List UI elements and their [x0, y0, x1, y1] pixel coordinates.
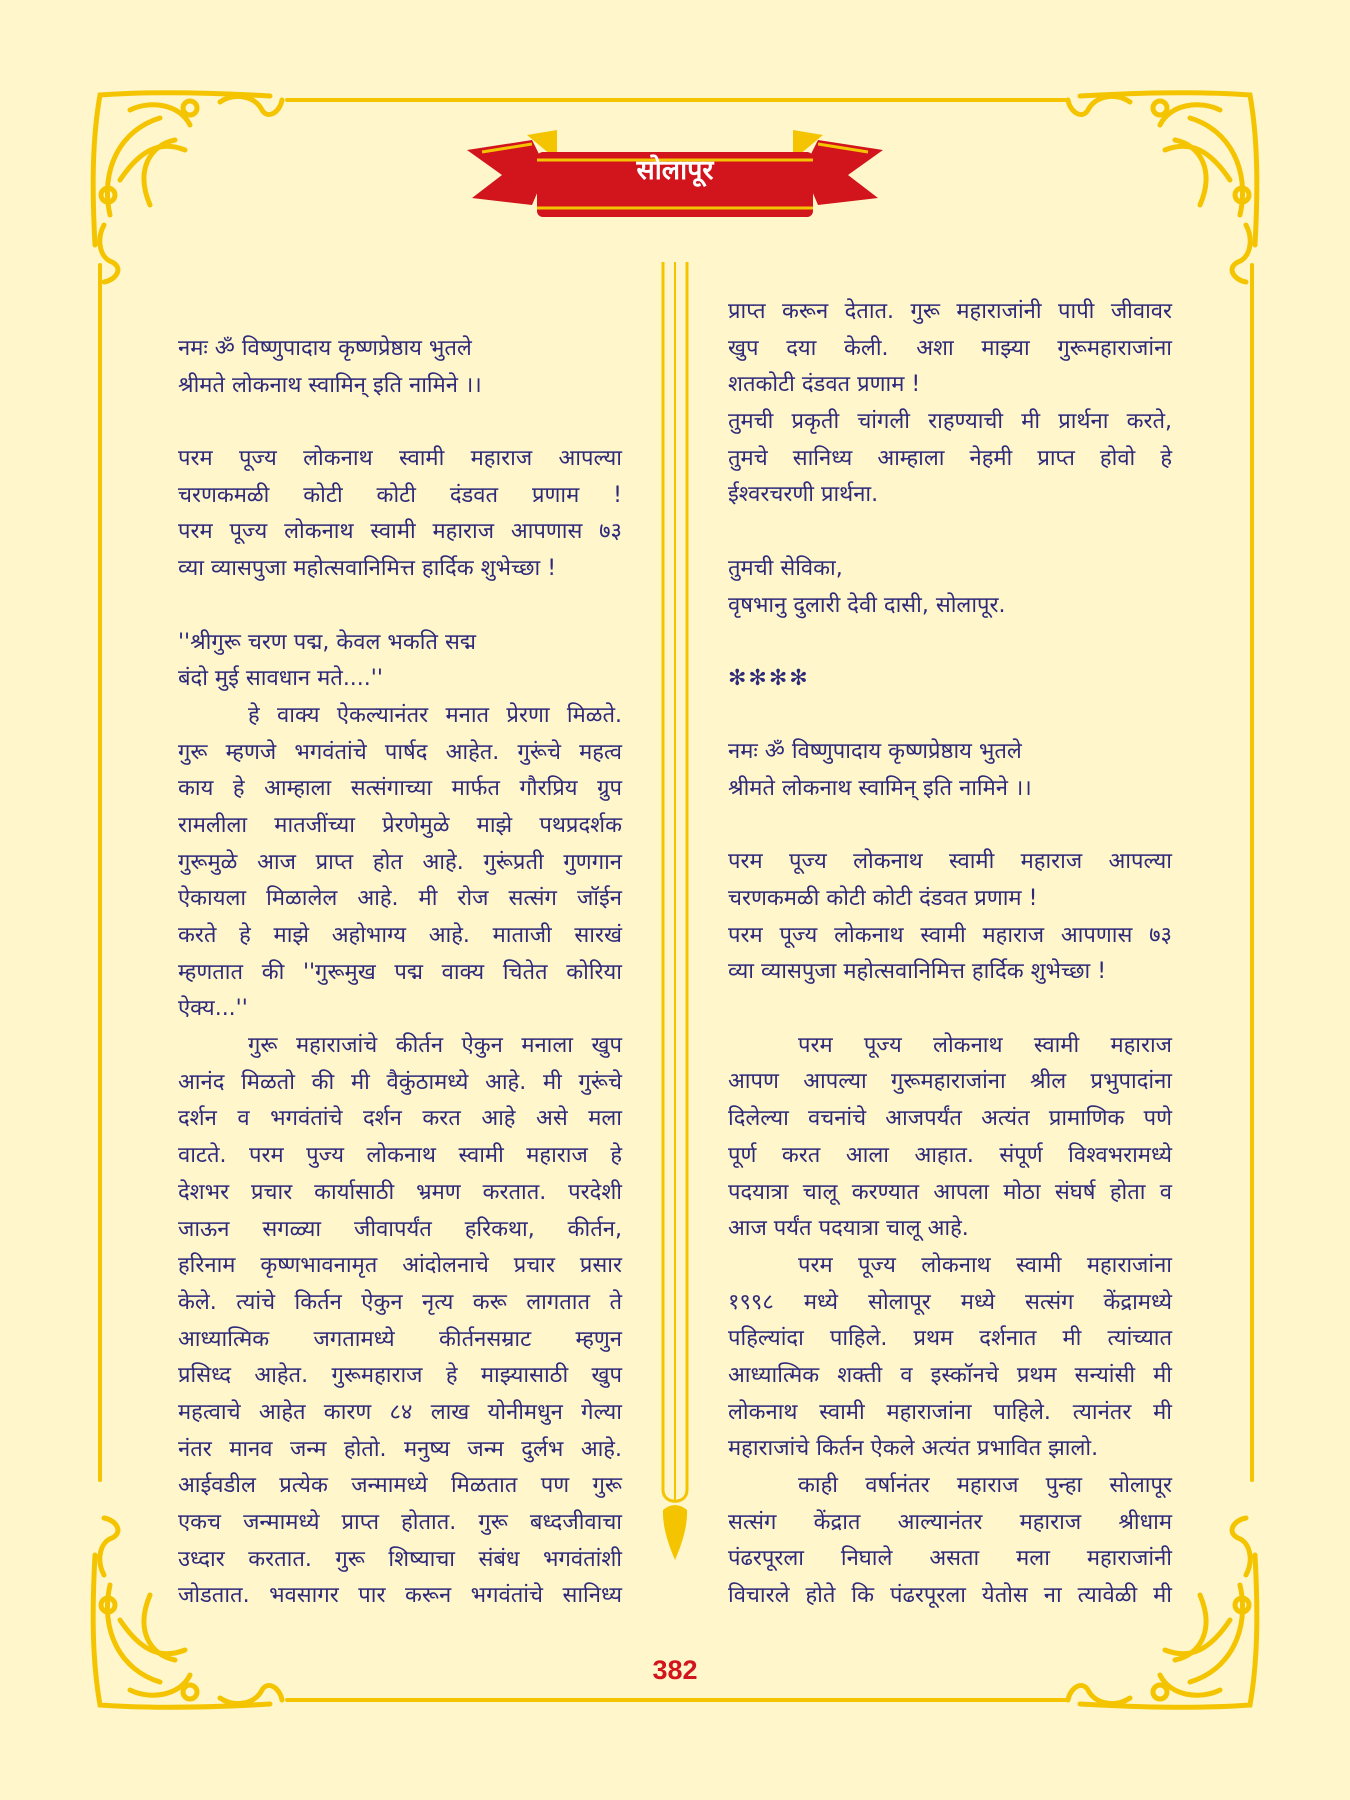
text-line: आपण आपल्या गुरूमहाराजांना श्रील प्रभुपादांना [728, 1069, 1172, 1095]
text-line: जोडतात. भवसागर पार करून भगवंतांचे सानिध्य [178, 1583, 622, 1609]
text-line: महत्वाचे आहेत कारण ८४ लाख योनीमधुन गेल्या [178, 1399, 622, 1425]
text-line: नमः ॐ विष्णुपादाय कृष्णप्रेष्ठाय भुतले [178, 336, 472, 361]
text-line: ऐकायला मिळालेल आहे. मी रोज सत्संग जॉईन [178, 886, 622, 912]
text-line: तुमचे सानिध्य आम्हाला नेहमी प्राप्त होवो हे [728, 445, 1172, 471]
text-line: देशभर प्रचार कार्यासाठी भ्रमण करतात. परदेशी [178, 1179, 622, 1205]
text-line: व्या व्यासपुजा महोत्सवानिमित्त हार्दिक शुभेच्छा ! [728, 959, 1107, 985]
text-line: करते हे माझे अहोभाग्य आहे. माताजी सारखं [178, 923, 622, 948]
divider-drop-ornament [663, 1505, 687, 1560]
text-line: तुमची सेविका, [728, 555, 843, 581]
text-line: दर्शन व भगवंतांचे दर्शन करत आहे असे मला [178, 1106, 622, 1132]
corner-ornament [93, 93, 282, 282]
paragraph [178, 1028, 622, 1615]
text-line: ''श्रीगुरू चरण पद्म, केवल भकति सद्म [178, 629, 476, 655]
text-line: परम पूज्य लोकनाथ स्वामी महाराज आपल्या [728, 849, 1172, 875]
paragraph-gap [728, 991, 1172, 1028]
text-line: आईवडील प्रत्येक जन्मामध्ये मिळतात पण गुरू [178, 1473, 622, 1499]
paragraph-gap [178, 588, 622, 625]
text-line: दिलेल्या वचनांचे आजपर्यंत अत्यंत प्रामाणिक पणे [728, 1106, 1172, 1132]
text-line: जाऊन सगळ्या जीवापर्यंत हरिकथा, कीर्तन, [178, 1216, 622, 1242]
paragraph [178, 625, 622, 698]
text-line: परम पूज्य लोकनाथ स्वामी महाराज आपणास ७३ [178, 519, 622, 545]
paragraph [728, 844, 1172, 991]
text-line: ऐक्य...'' [178, 996, 248, 1022]
paragraph-gap [728, 514, 1172, 551]
text-line: महाराजांचे किर्तन ऐकले अत्यंत प्रभावित झालो. [728, 1436, 1099, 1462]
text-line: शतकोटी दंडवत प्रणाम ! [728, 372, 921, 398]
text-line: श्रीमते लोकनाथ स्वामिन् इति नामिने ।। [178, 372, 482, 398]
text-line: आध्यात्मिक जगतामध्ये कीर्तनसम्राट म्हणुन [178, 1326, 622, 1352]
right-column [728, 294, 1172, 1615]
text-line: व्या व्यासपुजा महोत्सवानिमित्त हार्दिक शुभेच्छा ! [178, 556, 557, 582]
text-line: नमः ॐ विष्णुपादाय कृष्णप्रेष्ठाय भुतले [728, 739, 1022, 765]
paragraph [728, 294, 1172, 514]
text-line: गुरूमुळे आज प्राप्त होत आहे. गुरूंप्रती गुणगान [178, 849, 622, 875]
text-line: परम पूज्य लोकनाथ स्वामी महाराजांना [798, 1252, 1172, 1278]
text-line: एकच जन्मामध्ये प्राप्त होतात. गुरू बध्दजीवाचा [178, 1510, 622, 1535]
text-line: गुरू म्हणजे भगवंतांचे पार्षद आहेत. गुरूंचे महत्व [178, 739, 622, 765]
text-line: रामलीला मातजींच्या प्रेरणेमुळे माझे पथप्रदर्शक [178, 812, 622, 838]
text-line: केले. त्यांचे किर्तन ऐकुन नृत्य करू लागतात ते [178, 1289, 622, 1315]
column-divider [663, 262, 687, 1501]
text-line: लोकनाथ स्वामी महाराजांना पाहिले. त्यानंतर मी [728, 1399, 1172, 1425]
text-line: ✻✻✻✻ [728, 665, 810, 691]
text-line: श्रीमते लोकनाथ स्वामिन् इति नामिने ।। [728, 775, 1032, 801]
text-line: गुरू महाराजांचे कीर्तन ऐकुन मनाला खुप [248, 1033, 622, 1059]
text-line: बंदो मुई सावधान मते....'' [178, 666, 383, 692]
text-line: वाटते. परम पुज्य लोकनाथ स्वामी महाराज हे [178, 1143, 622, 1169]
paragraph-gap [178, 404, 622, 441]
text-line: हे वाक्य ऐकल्यानंतर मनात प्रेरणा मिळते. [248, 702, 622, 728]
text-line: पदयात्रा चालू करण्यात आपला मोठा संघर्ष होता व [728, 1179, 1172, 1205]
text-line: उध्दार करतात. गुरू शिष्याचा संबंध भगवंतांशी [178, 1546, 622, 1572]
paragraph [178, 441, 622, 588]
text-line: चरणकमळी कोटी कोटी दंडवत प्रणाम ! [178, 482, 622, 508]
text-line: प्रसिध्द आहेत. गुरूमहाराज हे माझ्यासाठी खुप [178, 1363, 622, 1389]
text-line: पूर्ण करत आला आहात. संपूर्ण विश्वभरामध्ये [728, 1142, 1172, 1168]
text-line: परम पूज्य लोकनाथ स्वामी महाराज आपणास ७३ [728, 922, 1172, 948]
text-line: पंढरपूरला निघाले असता मला महाराजांनी [728, 1546, 1172, 1572]
paragraph-gap [728, 624, 1172, 661]
text-line: १९९८ मध्ये सोलापूर मध्ये सत्संग केंद्रामध्ये [728, 1289, 1172, 1315]
text-line: काय हे आम्हाला सत्संगाच्या मार्फत गौरप्रिय ग्रुप [178, 776, 622, 802]
text-line: विचारले होते कि पंढरपूरला येतोस ना त्यावेळी मी [728, 1583, 1172, 1609]
text-line: सत्संग केंद्रात आल्यानंतर महाराज श्रीधाम [728, 1509, 1172, 1535]
text-line: नंतर मानव जन्म होतो. मनुष्य जन्म दुर्लभ आहे. [178, 1436, 622, 1462]
paragraph-gap [728, 808, 1172, 845]
text-line: खुप दया केली. अशा माझ्या गुरूमहाराजांना [728, 335, 1172, 361]
text-line: हरिनाम कृष्णभावनामृत आंदोलनाचे प्रचार प्रसार [178, 1253, 622, 1279]
paragraph [728, 1248, 1172, 1468]
text-line: वृषभानु दुलारी देवी दासी, सोलापूर. [728, 592, 1006, 618]
text-line: परम पूज्य लोकनाथ स्वामी महाराज आपल्या [178, 446, 622, 472]
text-line: पहिल्यांदा पाहिले. प्रथम दर्शनात मी त्यांच्यात [728, 1326, 1172, 1352]
text-line: प्राप्त करून देतात. गुरू महाराजांनी पापी जीवावर [728, 299, 1172, 324]
page-title: सोलापूर [636, 155, 714, 186]
paragraph [728, 734, 1172, 807]
text-line: परम पूज्य लोकनाथ स्वामी महाराज [798, 1032, 1172, 1058]
paragraph [728, 1028, 1172, 1248]
paragraph [728, 551, 1172, 624]
text-line: आज पर्यंत पदयात्रा चालू आहे. [728, 1216, 969, 1242]
paragraph [178, 698, 622, 1028]
section-separator [728, 661, 1172, 698]
text-line: म्हणतात की ''गुरूमुख पद्म वाक्य चितेत कोरिया [178, 959, 622, 985]
text-line: काही वर्षानंतर महाराज पुन्हा सोलापूर [798, 1473, 1172, 1498]
text-line: आनंद मिळतो की मी वैकुंठामध्ये आहे. मी गुरूंचे [178, 1069, 622, 1095]
paragraph [178, 331, 622, 404]
paragraph [728, 1468, 1172, 1615]
left-column [178, 331, 622, 1615]
text-line: आध्यात्मिक शक्ती व इस्कॉनचे प्रथम सन्यांसी मी [728, 1362, 1172, 1388]
text-line: चरणकमळी कोटी कोटी दंडवत प्रणाम ! [728, 886, 1038, 911]
paragraph-gap [728, 698, 1172, 735]
page-number: 382 [652, 1655, 698, 1685]
text-line: ईश्वरचरणी प्रार्थना. [728, 482, 879, 508]
text-line: तुमची प्रकृती चांगली राहण्याची मी प्रार्थना करते, [728, 409, 1172, 435]
